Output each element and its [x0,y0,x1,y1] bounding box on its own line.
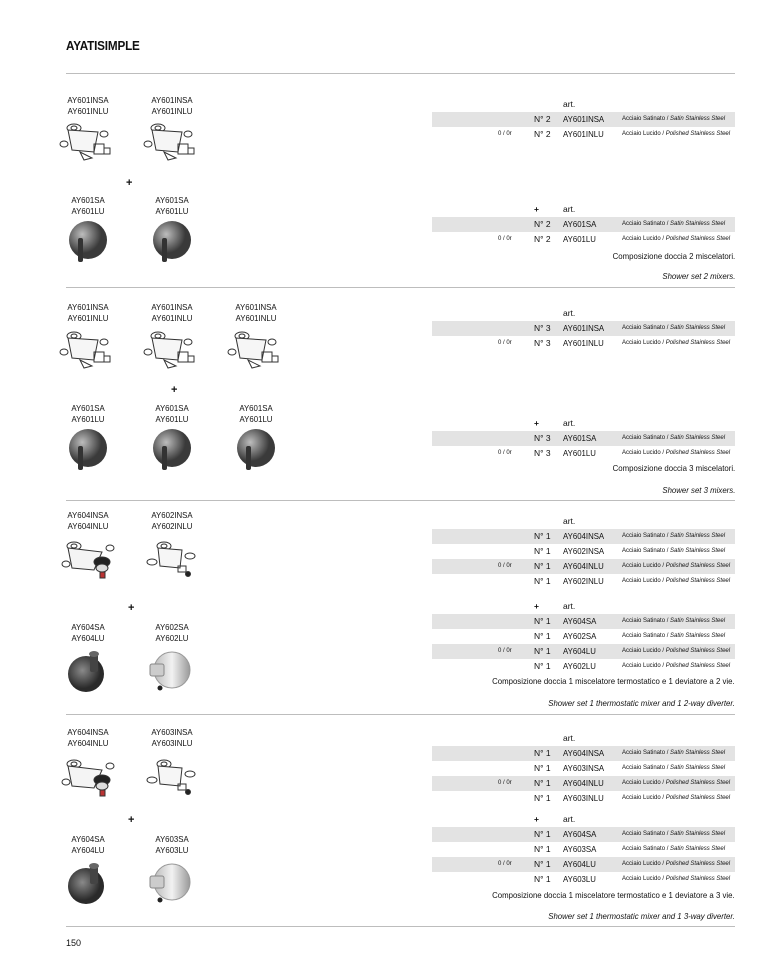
divider [66,926,735,927]
brand-title: AYATISIMPLE [66,38,140,53]
product-code-bottom: AY601SA AY601LU [71,195,105,216]
valve-body-image [142,118,202,173]
art-label: art. [563,99,576,109]
article-row: N° 1 AY603INLU Acciaio Lucido / Polished Stainless Steel [534,793,731,803]
composition-text: Composizione doccia 1 miscelatore termostatico e 1 deviatore a 2 vie. [492,676,735,686]
valve-body-image [58,534,118,589]
product-code-bottom: AY601SA AY601LU [155,403,189,424]
product-code-bottom: AY601SA AY601LU [239,403,273,424]
art-label: art. [563,814,576,824]
product-code-top: AY601INSA AY601INLU [151,302,193,323]
art-label: art. [563,308,576,318]
valve-body-image [226,326,286,381]
article-table [432,416,735,461]
product-code-bottom: AY604SA AY604LU [71,622,105,643]
composition-text: Composizione doccia 1 miscelatore termostatico e 1 deviatore a 3 vie. [492,890,735,900]
article-row: N° 1 AY602SA Acciaio Satinato / Satin Stainless Steel [534,631,726,641]
product-code-top: AY602INSA AY602INLU [151,510,193,531]
mixer-knob-image [148,648,198,699]
divider [66,500,735,501]
art-label: art. [563,204,576,214]
mixer-knob-image [64,220,114,271]
article-table [432,97,735,142]
product-code-top: AY603INSA AY603INLU [151,727,193,748]
article-row: N° 1 AY603INSA Acciaio Satinato / Satin Stainless Steel [534,763,726,773]
article-row: N° 1 AY603SA Acciaio Satinato / Satin Stainless Steel [534,844,726,854]
valve-body-image [142,534,202,589]
mixer-knob-image [148,860,198,911]
composition-text: Composizione doccia 3 miscelatori. [612,463,735,473]
valve-body-image [58,752,118,807]
article-row: N° 1 AY604SA Acciaio Satinato / Satin Stainless Steel [432,614,735,629]
mixer-knob-image [64,428,114,479]
divider [66,287,735,288]
valve-body-image [58,326,118,381]
article-table [432,514,735,589]
product-code-bottom: AY602SA AY602LU [155,622,189,643]
product-code-top: AY604INSA AY604INLU [67,510,109,531]
product-code-bottom: AY601SA AY601LU [155,195,189,216]
product-code-bottom: AY601SA AY601LU [71,403,105,424]
product-code-bottom: AY604SA AY604LU [71,834,105,855]
art-label: art. [563,733,576,743]
art-label: art. [563,516,576,526]
mixer-knob-image [148,220,198,271]
plus-sign: + [128,814,135,826]
article-row: N° 1 AY604INSA Acciaio Satinato / Satin Stainless Steel [432,746,735,761]
composition-text: Composizione doccia 2 miscelatori. [612,251,735,261]
plus-sign: + [126,177,133,189]
article-table [432,306,735,351]
article-row: N° 3 AY601SA Acciaio Satinato / Satin Stainless Steel [432,431,735,446]
product-code-top: AY601INSA AY601INLU [235,302,277,323]
plus-sign: + [171,384,178,396]
art-label: art. [563,418,576,428]
article-table [432,731,735,806]
shower-set-text: Shower set 2 mixers. [661,271,735,281]
article-row: N° 1 AY602INSA Acciaio Satinato / Satin Stainless Steel [534,546,726,556]
article-row: N° 1 AY602LU Acciaio Lucido / Polished Stainless Steel [534,661,731,671]
art-label: art. [563,601,576,611]
article-row: N° 2 AY601SA Acciaio Satinato / Satin Stainless Steel [432,217,735,232]
article-row: N° 1 AY603LU Acciaio Lucido / Polished Stainless Steel [534,874,731,884]
article-row: 0 / 0r N° 1 AY604LU Acciaio Lucido / Polished Stainless Steel [432,644,735,659]
plus-sign: + [534,418,539,428]
shower-set-text: Shower set 1 thermostatic mixer and 1 3-way diverter. [548,911,735,921]
product-code-top: AY601INSA AY601INLU [67,302,109,323]
article-row: 0 / 0r N° 2 AY601LU Acciaio Lucido / Polished Stainless Steel [498,234,731,244]
product-code-top: AY601INSA AY601INLU [67,95,109,116]
article-table [432,202,735,247]
product-code-top: AY604INSA AY604INLU [67,727,109,748]
shower-set-text: Shower set 3 mixers. [661,485,735,495]
shower-set-text: Shower set 1 thermostatic mixer and 1 2-way diverter. [548,698,735,708]
divider [66,73,735,74]
article-row: 0 / 0r N° 1 AY604INLU Acciaio Lucido / Polished Stainless Steel [432,776,735,791]
page-number: 150 [66,938,82,948]
mixer-knob-image [64,648,114,699]
article-table [432,599,735,674]
article-row: 0 / 0r N° 3 AY601LU Acciaio Lucido / Polished Stainless Steel [498,448,731,458]
article-row: 0 / 0r N° 1 AY604LU Acciaio Lucido / Polished Stainless Steel [432,857,735,872]
valve-body-image [58,118,118,173]
article-row: 0 / 0r N° 2 AY601INLU Acciaio Lucido / Polished Stainless Steel [498,129,731,139]
product-code-top: AY601INSA AY601INLU [151,95,193,116]
article-row: N° 2 AY601INSA Acciaio Satinato / Satin Stainless Steel [432,112,735,127]
mixer-knob-image [64,860,114,911]
article-row: 0 / 0r N° 1 AY604INLU Acciaio Lucido / Polished Stainless Steel [432,559,735,574]
mixer-knob-image [148,428,198,479]
divider [66,714,735,715]
mixer-knob-image [232,428,282,479]
valve-body-image [142,326,202,381]
plus-sign: + [534,204,539,214]
article-row: N° 3 AY601INSA Acciaio Satinato / Satin Stainless Steel [432,321,735,336]
article-row: N° 1 AY604INSA Acciaio Satinato / Satin Stainless Steel [432,529,735,544]
article-row: 0 / 0r N° 3 AY601INLU Acciaio Lucido / Polished Stainless Steel [498,338,731,348]
article-row: N° 1 AY602INLU Acciaio Lucido / Polished Stainless Steel [534,576,731,586]
article-table [432,812,735,887]
article-row: N° 1 AY604SA Acciaio Satinato / Satin Stainless Steel [432,827,735,842]
plus-sign: + [128,602,135,614]
plus-sign: + [534,601,539,611]
plus-sign: + [534,814,539,824]
valve-body-image [142,752,202,807]
product-code-bottom: AY603SA AY603LU [155,834,189,855]
